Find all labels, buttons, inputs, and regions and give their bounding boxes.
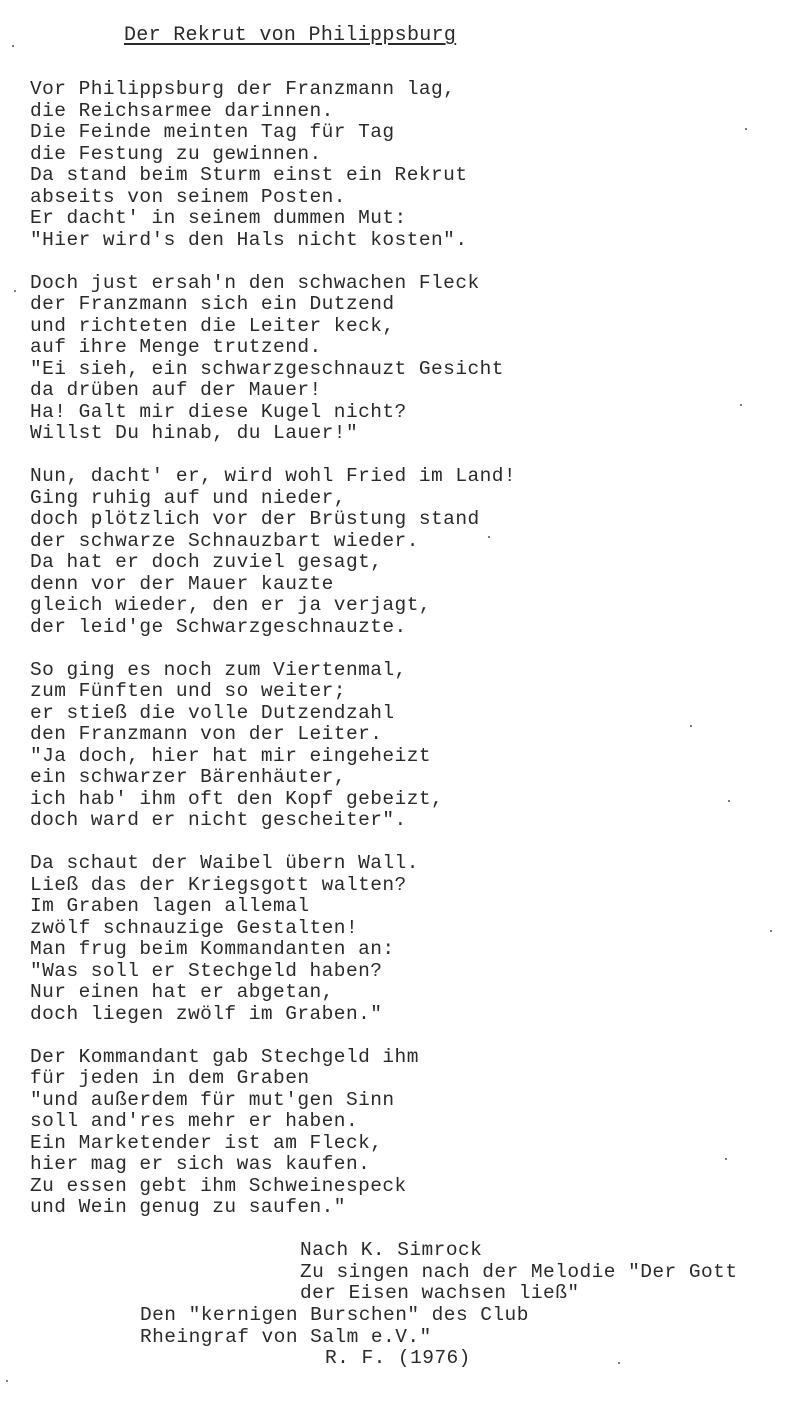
poem-line: soll and'res mehr er haben. <box>30 1110 359 1132</box>
stanza-6 <box>30 1047 790 1219</box>
stanza-4 <box>30 660 790 832</box>
poem-line: den Franzmann von der Leiter. <box>30 723 383 745</box>
poem-line: Willst Du hinab, du Lauer!" <box>30 422 359 444</box>
poem-line: der schwarze Schnauzbart wieder. <box>30 529 419 552</box>
scan-speck <box>12 45 14 47</box>
poem-line: "Hier wird's den Hals nicht kosten". <box>30 228 468 251</box>
poem-line: Nur einen hat er abgetan, <box>30 981 334 1003</box>
poem-line: hier mag er sich was kaufen. <box>30 1153 371 1175</box>
poem-line: "Was soll er Stechgeld haben? <box>30 959 383 982</box>
poem-body <box>30 79 790 1240</box>
poem-line: Er dacht' in seinem dummen Mut: <box>30 207 407 229</box>
scan-speck <box>618 1362 620 1364</box>
poem-line: die Reichsarmee darinnen. <box>30 99 334 122</box>
poem-line: doch plötzlich vor der Brüstung stand <box>30 508 480 530</box>
dedication-block <box>140 1305 529 1348</box>
stanza-1 <box>30 79 790 251</box>
poem-line: gleich wieder, den er ja verjagt, <box>30 594 432 616</box>
scan-speck <box>14 290 16 292</box>
poem-line: er stieß die volle Dutzendzahl <box>30 701 395 724</box>
poem-line: Nun, dacht' er, wird wohl Fried im Land! <box>30 465 517 487</box>
poem-line: ich hab' ihm oft den Kopf gebeizt, <box>30 787 444 810</box>
attribution-block <box>300 1240 737 1305</box>
poem-line: Ging ruhig auf und nieder, <box>30 486 346 509</box>
poem-line: Zu essen gebt ihm Schweinespeck <box>30 1174 407 1197</box>
poem-line: auf ihre Menge trutzend. <box>30 336 322 358</box>
signature-date: R. F. (1976) <box>325 1347 471 1369</box>
poem-line: Man frug beim Kommandanten an: <box>30 938 395 960</box>
poem-line: Die Feinde meinten Tag für Tag <box>30 121 395 143</box>
poem-line: doch liegen zwölf im Graben." <box>30 1002 383 1025</box>
poem-line: Ein Marketender ist am Fleck, <box>30 1131 383 1154</box>
scan-speck <box>728 800 730 802</box>
poem-line: ein schwarzer Bärenhäuter, <box>30 766 346 788</box>
stanza-2 <box>30 273 790 445</box>
poem-line: Doch just ersah'n den schwachen Fleck <box>30 271 480 294</box>
poem-line: "Ei sieh, ein schwarzgeschnauzt Gesicht <box>30 357 504 380</box>
scan-speck <box>745 128 747 130</box>
scan-speck <box>488 536 490 538</box>
attribution-line: Nach K. Simrock <box>300 1239 483 1261</box>
poem-line: Da hat er doch zuviel gesagt, <box>30 551 383 573</box>
poem-line: Ließ das der Kriegsgott walten? <box>30 873 407 896</box>
poem-line: und richteten die Leiter keck, <box>30 314 395 337</box>
scan-speck <box>770 930 772 932</box>
stanza-3 <box>30 466 790 638</box>
poem-line: Da stand beim Sturm einst ein Rekrut <box>30 164 468 186</box>
poem-line: Im Graben lagen allemal <box>30 895 310 917</box>
scan-speck <box>690 725 692 727</box>
poem-line: Der Kommandant gab Stechgeld ihm <box>30 1045 419 1068</box>
attribution-line: der Eisen wachsen ließ" <box>300 1282 580 1304</box>
poem-line: die Festung zu gewinnen. <box>30 142 322 165</box>
poem-line: So ging es noch zum Viertenmal, <box>30 658 407 681</box>
poem-line: denn vor der Mauer kauzte <box>30 572 334 595</box>
scan-speck <box>6 1380 8 1382</box>
poem-line: Vor Philippsburg der Franzmann lag, <box>30 78 456 100</box>
attribution-line: Zu singen nach der Melodie "Der Gott <box>300 1260 738 1283</box>
poem-title: Der Rekrut von Philippsburg <box>124 24 457 47</box>
scan-speck <box>740 404 742 406</box>
poem-line: doch ward er nicht gescheiter". <box>30 809 407 831</box>
poem-line: und Wein genug zu saufen." <box>30 1196 346 1218</box>
scan-speck <box>725 1158 727 1160</box>
poem-line: abseits von seinem Posten. <box>30 185 346 208</box>
dedication-line: Rheingraf von Salm e.V." <box>140 1325 432 1348</box>
poem-line: für jeden in dem Graben <box>30 1067 310 1089</box>
poem-line: Ha! Galt mir diese Kugel nicht? <box>30 400 407 423</box>
dedication-line: Den "kernigen Burschen" des Club <box>140 1304 529 1326</box>
poem-line: der Franzmann sich ein Dutzend <box>30 293 395 315</box>
stanza-5 <box>30 853 790 1025</box>
poem-line: da drüben auf der Mauer! <box>30 379 322 401</box>
poem-line: der leid'ge Schwarzgeschnauzte. <box>30 615 407 638</box>
poem-line: zum Fünften und so weiter; <box>30 680 346 702</box>
poem-line: "und außerdem für mut'gen Sinn <box>30 1088 395 1111</box>
poem-line: "Ja doch, hier hat mir eingeheizt <box>30 744 432 767</box>
poem-line: Da schaut der Waibel übern Wall. <box>30 852 419 874</box>
poem-line: zwölf schnauzige Gestalten! <box>30 916 359 939</box>
